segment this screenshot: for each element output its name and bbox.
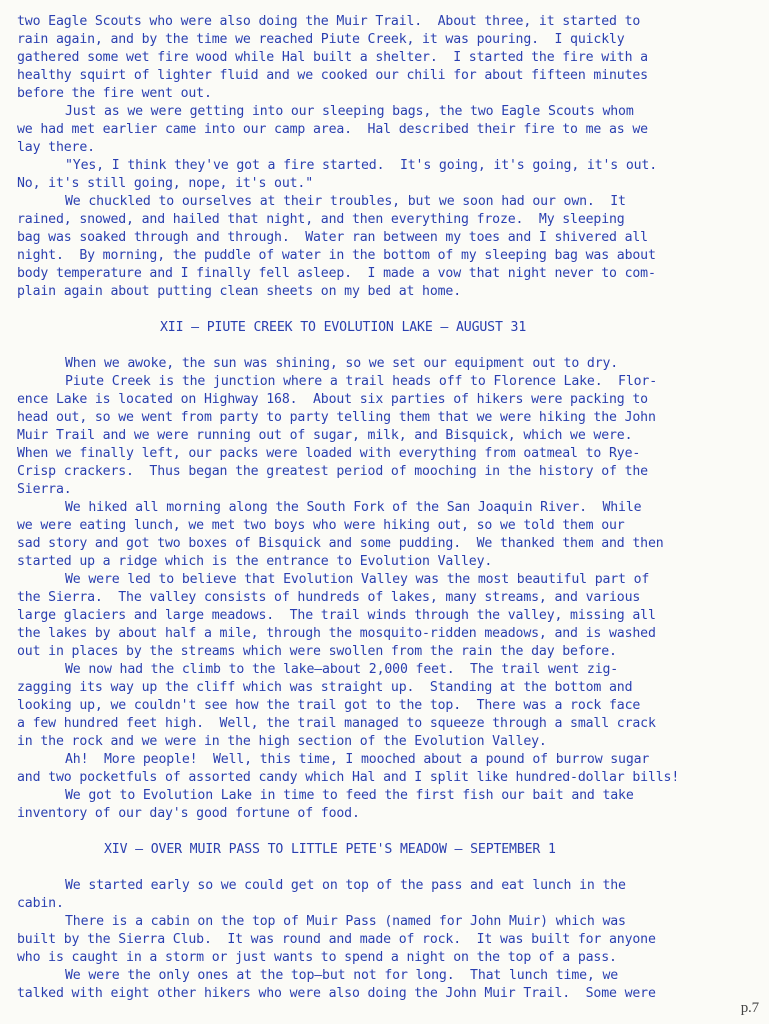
body-line: We got to Evolution Lake in time to feed the first fish our bait and take <box>65 788 634 803</box>
body-line: built by the Sierra Club. It was round and made of rock. It was built for anyone <box>17 932 656 947</box>
body-line: looking up, we couldn't see how the trail got to the top. There was a rock face <box>17 698 641 713</box>
body-line: We were the only ones at the top—but not for long. That lunch time, we <box>65 968 619 983</box>
body-line: head out, so we went from party to party telling them that we were hiking the John <box>17 410 656 425</box>
body-line: Sierra. <box>17 482 72 497</box>
section-heading: XIV — OVER MUIR PASS TO LITTLE PETE'S MEADOW — SEPTEMBER 1 <box>104 842 556 857</box>
body-line: and two pocketfuls of assorted candy which Hal and I split like hundred-dollar bills! <box>17 770 680 785</box>
body-line: we were eating lunch, we met two boys who were hiking out, so we told them our <box>17 518 625 533</box>
body-line: No, it's still going, nope, it's out." <box>17 176 314 191</box>
body-line: rained, snowed, and hailed that night, and then everything froze. My sleeping <box>17 212 625 227</box>
body-line: bag was soaked through and through. Water ran between my toes and I shivered all <box>17 230 648 245</box>
body-line: Muir Trail and we were running out of sugar, milk, and Bisquick, which we were. <box>17 428 633 443</box>
body-line: When we finally left, our packs were loaded with everything from oatmeal to Rye- <box>17 446 641 461</box>
body-line: sad story and got two boxes of Bisquick and some pudding. We thanked them and then <box>17 536 664 551</box>
body-line: a few hundred feet high. Well, the trail managed to squeeze through a small crack <box>17 716 656 731</box>
body-line: cabin. <box>17 896 64 911</box>
body-line: out in places by the streams which were swollen from the rain the day before. <box>17 644 617 659</box>
body-line: we had met earlier came into our camp area. Hal described their fire to me as we <box>17 122 648 137</box>
body-line: We started early so we could get on top of the pass and eat lunch in the <box>65 878 626 893</box>
body-line: When we awoke, the sun was shining, so we set our equipment out to dry. <box>65 356 619 371</box>
body-line: Piute Creek is the junction where a trail heads off to Florence Lake. Flor- <box>65 374 658 389</box>
body-line: Crisp crackers. Thus began the greatest period of mooching in the history of the <box>17 464 648 479</box>
body-line: gathered some wet fire wood while Hal built a shelter. I started the fire with a <box>17 50 648 65</box>
page-number: p.7 <box>740 1000 759 1016</box>
body-line: lay there. <box>17 140 95 155</box>
body-line: healthy squirt of lighter fluid and we cooked our chili for about fifteen minutes <box>17 68 648 83</box>
body-line: two Eagle Scouts who were also doing the Muir Trail. About three, it started to <box>17 14 641 29</box>
body-line: zagging its way up the cliff which was straight up. Standing at the bottom and <box>17 680 633 695</box>
body-line: There is a cabin on the top of Muir Pass (named for John Muir) which was <box>65 914 626 929</box>
body-line: Ah! More people! Well, this time, I mooched about a pound of burrow sugar <box>65 752 650 767</box>
body-line: "Yes, I think they've got a fire started. It's going, it's going, it's out. <box>65 158 658 173</box>
body-line: Just as we were getting into our sleeping bags, the two Eagle Scouts whom <box>65 104 634 119</box>
body-line: in the rock and we were in the high section of the Evolution Valley. <box>17 734 547 749</box>
body-line: ence Lake is located on Highway 168. About six parties of hikers were packing to <box>17 392 648 407</box>
body-line: who is caught in a storm or just wants to spend a night on the top of a pass. <box>17 950 617 965</box>
body-line: night. By morning, the puddle of water in the bottom of my sleeping bag was about <box>17 248 656 263</box>
body-line: We were led to believe that Evolution Valley was the most beautiful part of <box>65 572 650 587</box>
body-line: plain again about putting clean sheets on my bed at home. <box>17 284 462 299</box>
section-heading: XII — PIUTE CREEK TO EVOLUTION LAKE — AUGUST 31 <box>160 320 527 335</box>
body-line: body temperature and I finally fell asleep. I made a vow that night never to com- <box>17 266 656 281</box>
body-line: started up a ridge which is the entrance to Evolution Valley. <box>17 554 493 569</box>
body-line: We now had the climb to the lake—about 2,000 feet. The trail went zig- <box>65 662 619 677</box>
body-line: the Sierra. The valley consists of hundreds of lakes, many streams, and various <box>17 590 641 605</box>
body-line: rain again, and by the time we reached Piute Creek, it was pouring. I quickly <box>17 32 625 47</box>
body-line: inventory of our day's good fortune of food. <box>17 806 360 821</box>
body-line: before the fire went out. <box>17 86 212 101</box>
body-line: talked with eight other hikers who were also doing the John Muir Trail. Some were <box>17 986 656 1001</box>
body-line: the lakes by about half a mile, through the mosquito-ridden meadows, and is washed <box>17 626 656 641</box>
body-line: We chuckled to ourselves at their troubles, but we soon had our own. It <box>65 194 626 209</box>
body-line: large glaciers and large meadows. The trail winds through the valley, missing all <box>17 608 656 623</box>
body-line: We hiked all morning along the South Fork of the San Joaquin River. While <box>65 500 642 515</box>
